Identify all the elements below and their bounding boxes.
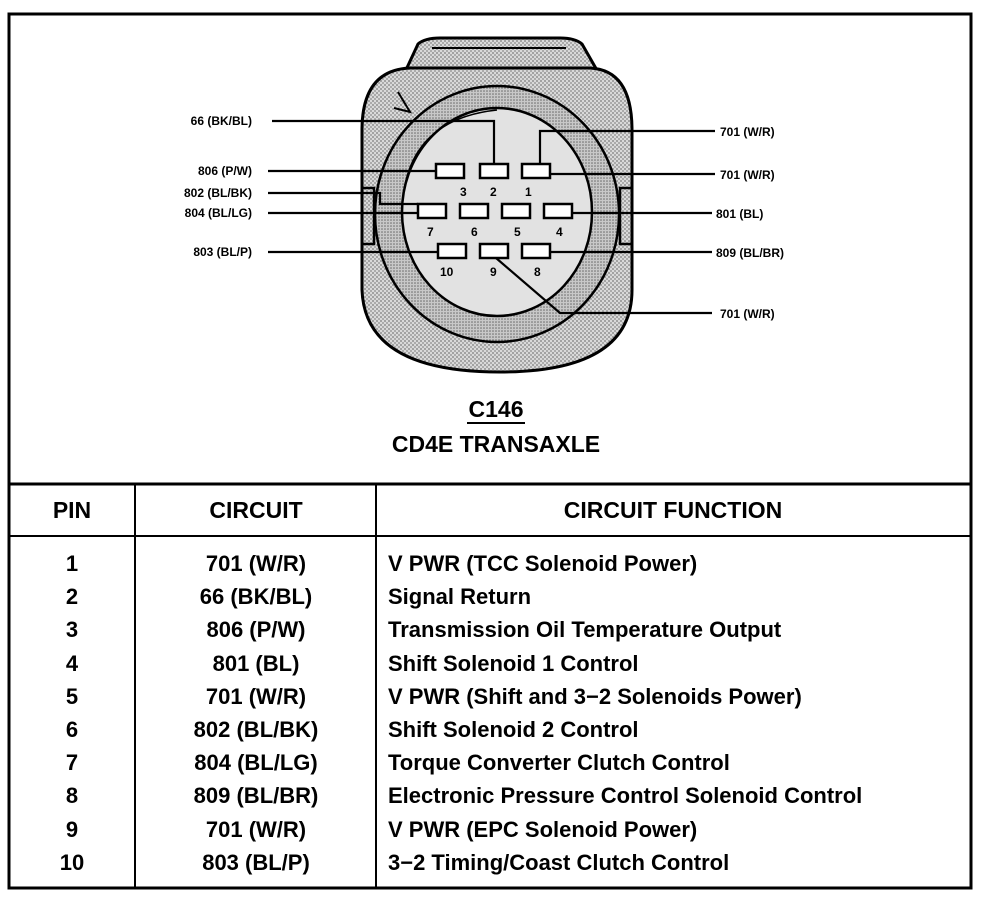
label-left-806: 806 (P/W)	[197, 164, 252, 178]
circuit-cell: 804 (BL/LG)	[194, 750, 318, 776]
table-row	[8, 613, 972, 646]
circuit-cell: 701 (W/R)	[205, 683, 307, 709]
connector-name: CD4E TRANSAXLE	[391, 431, 601, 457]
connector-id: C146	[468, 396, 524, 422]
pin-cavity-9	[480, 244, 508, 258]
function-cell: Signal Return	[388, 584, 532, 610]
pin-cavity-6	[460, 204, 488, 218]
pin-number-6: 6	[471, 225, 478, 239]
circuit-cell: 701 (W/R)	[205, 551, 307, 576]
pin-cell: 8	[65, 783, 79, 809]
pin-table	[8, 484, 972, 888]
label-left-803: 803 (BL/P)	[193, 245, 252, 259]
function-cell: V PWR (TCC Solenoid Power)	[388, 551, 698, 576]
pin-cell: 7	[65, 750, 79, 776]
pin-cell: 10	[59, 849, 85, 875]
table-row	[8, 713, 972, 746]
pin-cavity-2	[480, 164, 508, 178]
header-function: CIRCUIT FUNCTION	[563, 496, 783, 523]
pin-cavity-4	[544, 204, 572, 218]
function-cell: V PWR (Shift and 3−2 Solenoids Power)	[388, 683, 802, 709]
pin-number-10: 10	[440, 265, 454, 279]
pin-cavity-8	[522, 244, 550, 258]
pin-cavity-5	[502, 204, 530, 218]
function-cell: 3−2 Timing/Coast Clutch Control	[388, 849, 730, 875]
pin-cell: 6	[65, 716, 79, 742]
pin-number-1: 1	[525, 185, 532, 199]
circuit-cell: 701 (W/R)	[205, 816, 307, 842]
circuit-cell: 809 (BL/BR)	[193, 783, 319, 809]
table-row	[8, 813, 972, 846]
label-right-701-a: 701 (W/R)	[720, 125, 775, 139]
pin-cavity-7	[418, 204, 446, 218]
label-right-701-b: 701 (W/R)	[720, 168, 775, 182]
pin-number-2: 2	[490, 185, 497, 199]
function-cell: Electronic Pressure Control Solenoid Control	[388, 783, 863, 809]
pin-number-5: 5	[514, 225, 521, 239]
pin-number-3: 3	[460, 185, 467, 199]
circuit-cell: 66 (BK/BL)	[199, 584, 313, 610]
table-row	[8, 547, 972, 580]
label-left-804: 804 (BL/LG)	[184, 206, 252, 220]
function-cell: Transmission Oil Temperature Output	[388, 617, 782, 643]
circuit-cell: 806 (P/W)	[206, 617, 306, 643]
pin-cell: 3	[65, 617, 79, 643]
pin-cavity-1	[522, 164, 550, 178]
label-right-809: 809 (BL/BR)	[716, 246, 785, 260]
header-pin: PIN	[52, 496, 92, 523]
function-cell: Torque Converter Clutch Control	[388, 750, 730, 776]
table-row	[8, 746, 972, 779]
pin-cavity-3	[436, 164, 464, 178]
function-cell: V PWR (EPC Solenoid Power)	[388, 816, 698, 842]
table-body	[8, 547, 972, 879]
table-row	[8, 680, 972, 713]
table-row	[8, 580, 972, 613]
function-cell: Shift Solenoid 2 Control	[388, 716, 639, 742]
label-right-701-c: 701 (W/R)	[720, 307, 775, 321]
pin-cavity-10	[438, 244, 466, 258]
pin-cell: 5	[65, 683, 79, 709]
header-circuit: CIRCUIT	[209, 496, 303, 523]
pin-number-4: 4	[556, 225, 563, 239]
pin-number-7: 7	[427, 225, 434, 239]
pin-cell: 4	[65, 650, 79, 676]
pin-cell: 2	[65, 584, 79, 610]
circuit-cell: 801 (BL)	[212, 650, 300, 676]
pin-number-9: 9	[490, 265, 497, 279]
table-row	[8, 647, 972, 680]
pin-cell: 1	[65, 551, 79, 576]
pin-number-8: 8	[534, 265, 541, 279]
table-row	[8, 779, 972, 812]
label-left-66: 66 (BK/BL)	[190, 114, 252, 128]
circuit-cell: 802 (BL/BK)	[193, 716, 319, 742]
label-left-802: 802 (BL/BK)	[183, 186, 252, 200]
pin-cell: 9	[65, 816, 79, 842]
table-row	[8, 846, 972, 879]
circuit-cell: 803 (BL/P)	[202, 849, 310, 875]
label-right-801: 801 (BL)	[716, 207, 764, 221]
function-cell: Shift Solenoid 1 Control	[388, 650, 639, 676]
